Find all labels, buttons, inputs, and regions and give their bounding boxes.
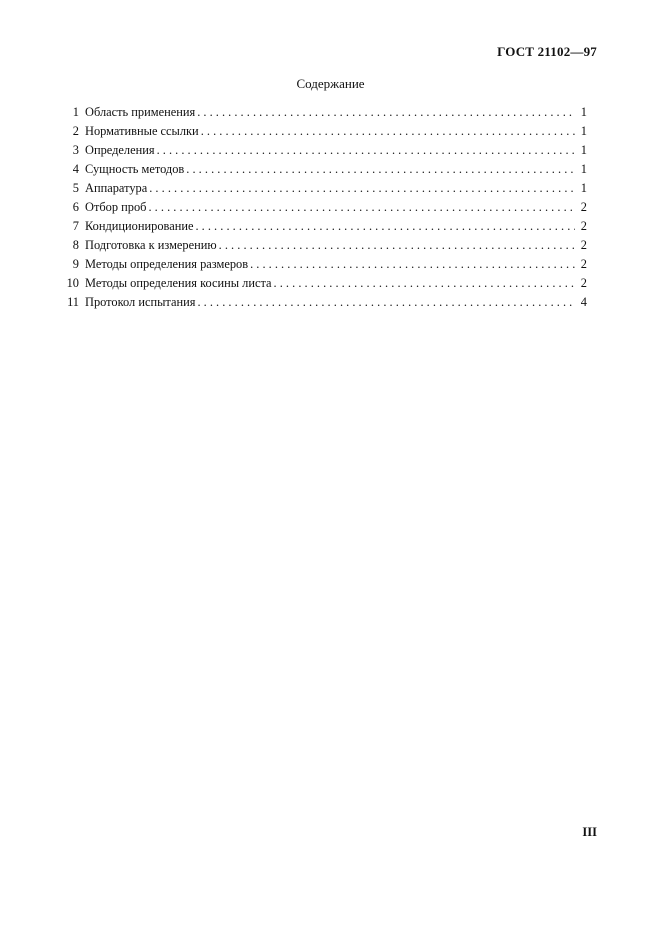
toc-item-5[interactable] <box>60 181 587 200</box>
toc-leader-dots <box>148 200 575 215</box>
toc-item-title: Протокол испытания <box>85 295 196 309</box>
toc-item-page: 2 <box>580 238 587 252</box>
toc-item-title: Определения <box>85 143 155 157</box>
toc-item-7[interactable] <box>60 219 587 238</box>
toc-item-number: 7 <box>72 219 79 233</box>
page-number: III <box>582 825 597 839</box>
toc-item-title: Подготовка к измерению <box>85 238 217 252</box>
toc-item-number: 6 <box>72 200 79 214</box>
toc-leader-dots <box>250 257 575 272</box>
toc-leader-dots <box>157 143 575 158</box>
toc-item-title: Отбор проб <box>85 200 147 214</box>
toc-item-9[interactable] <box>60 257 587 276</box>
toc-item-11[interactable] <box>60 295 587 314</box>
toc-item-page: 1 <box>580 162 587 176</box>
toc-item-page: 2 <box>580 219 587 233</box>
toc-item-page: 1 <box>580 181 587 195</box>
toc-item-page: 2 <box>580 200 587 214</box>
toc-item-number: 4 <box>72 162 79 176</box>
toc-item-number: 11 <box>67 295 79 309</box>
toc-leader-dots <box>197 295 575 310</box>
document-id: ГОСТ 21102—97 <box>497 44 597 59</box>
toc-item-number: 1 <box>72 105 79 119</box>
table-of-contents <box>60 105 587 314</box>
toc-item-title: Методы определения косины листа <box>85 276 272 290</box>
toc-leader-dots <box>149 181 575 196</box>
toc-item-number: 10 <box>66 276 79 290</box>
toc-item-page: 4 <box>580 295 587 309</box>
toc-item-number: 2 <box>72 124 79 138</box>
toc-item-1[interactable] <box>60 105 587 124</box>
toc-item-title: Кондиционирование <box>85 219 194 233</box>
toc-item-6[interactable] <box>60 200 587 219</box>
toc-item-10[interactable] <box>60 276 587 295</box>
toc-item-number: 3 <box>72 143 79 157</box>
toc-item-2[interactable] <box>60 124 587 143</box>
toc-item-title: Область применения <box>85 105 196 119</box>
toc-leader-dots <box>274 276 575 291</box>
toc-item-number: 8 <box>72 238 79 252</box>
toc-item-title: Нормативные ссылки <box>85 124 199 138</box>
toc-leader-dots <box>197 105 575 120</box>
toc-leader-dots <box>186 162 575 177</box>
toc-item-3[interactable] <box>60 143 587 162</box>
toc-item-title: Аппаратура <box>85 181 148 195</box>
toc-item-page: 1 <box>580 143 587 157</box>
toc-item-4[interactable] <box>60 162 587 181</box>
toc-item-number: 9 <box>72 257 79 271</box>
toc-item-page: 1 <box>580 105 587 119</box>
toc-leader-dots <box>201 124 575 139</box>
toc-item-page: 1 <box>580 124 587 138</box>
toc-title: Содержание <box>296 76 365 91</box>
toc-item-title: Методы определения размеров <box>85 257 249 271</box>
toc-item-title: Сущность методов <box>85 162 185 176</box>
toc-item-8[interactable] <box>60 238 587 257</box>
toc-leader-dots <box>195 219 575 234</box>
toc-item-page: 2 <box>580 257 587 271</box>
toc-leader-dots <box>219 238 575 253</box>
toc-item-page: 2 <box>580 276 587 290</box>
toc-item-number: 5 <box>72 181 79 195</box>
